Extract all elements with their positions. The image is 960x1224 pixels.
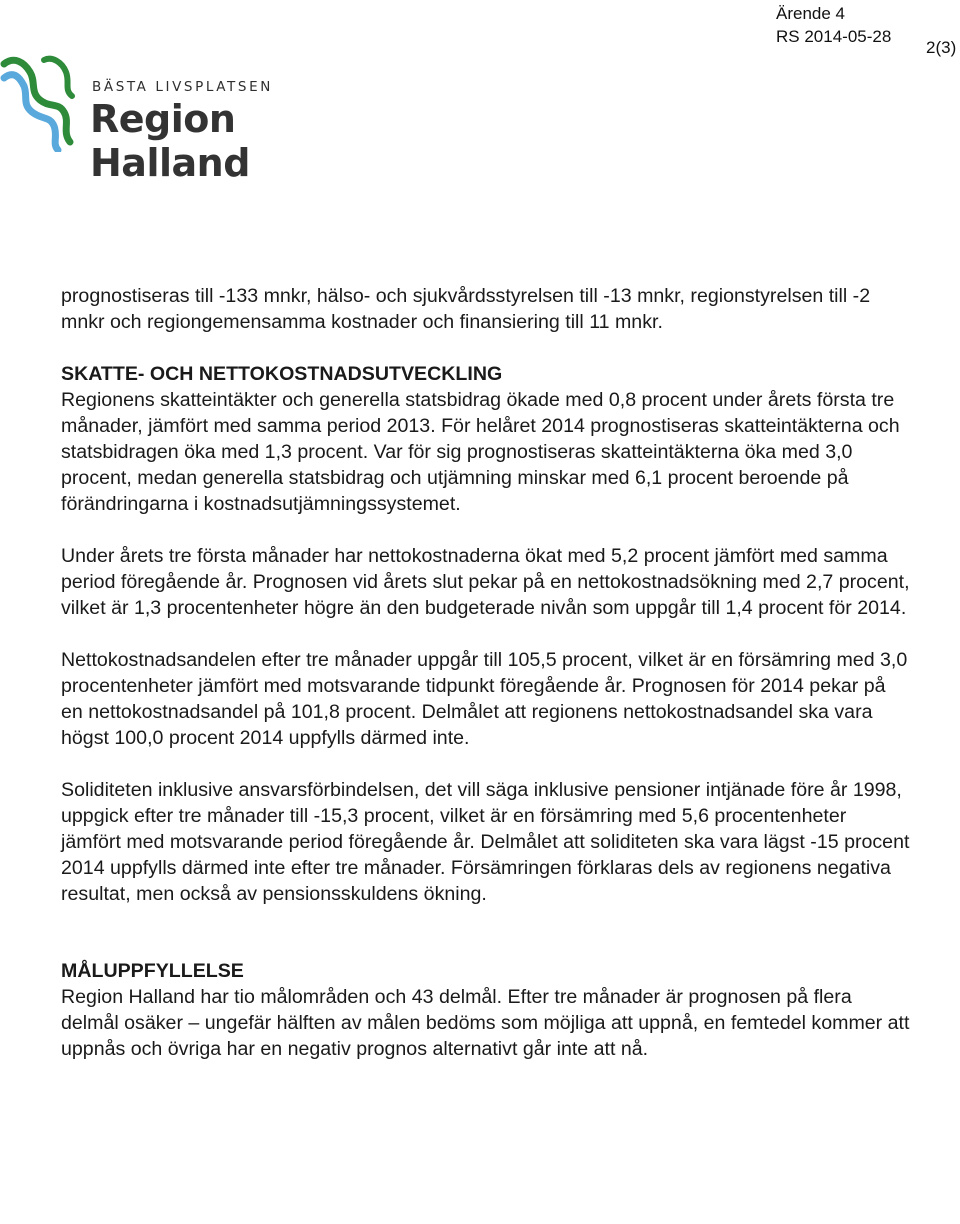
paragraph: Under årets tre första månader har nettokostnaderna ökat med 5,2 procent jämfört med samma period föregående år. Prognosen vid årets slut pekar på en nettokostnadsökning med 2,7 procent, vilket är 1,3 procentenheter högre än den budgeterade nivån som uppgår till 1,4 procent för 2014. (61, 545, 910, 619)
document-header (776, 2, 891, 48)
paragraph: Soliditeten inklusive ansvarsförbindelsen, det vill säga inklusive pensioner intjänade före år 1998, uppgick efter tre månader till -15,3 procent, vilket är en försämring med 5,6 procentenheter jämfört med motsvarande period föregående år. Delmålet att soliditeten ska vara lägst -15 procent 2014 uppfylls därmed inte efter tre månader. Försämringen förklaras dels av regionens negativa resultat, men också av pensionsskuldens ökning. (61, 779, 910, 905)
region-halland-logo (0, 52, 370, 185)
case-label: Ärende 4 (776, 4, 845, 23)
river-emblem-icon (0, 52, 90, 152)
paragraph: prognostiseras till -133 mnkr, hälso- och sjukvårdsstyrelsen till -13 mnkr, regionstyrelsen till -2 mnkr och regiongemensamma kostnader och finansiering till 11 mnkr. (61, 285, 871, 333)
section-heading: MÅLUPPFYLLELSE (61, 960, 244, 982)
logo-name: Region Halland (90, 97, 250, 185)
paragraph: Nettokostnadsandelen efter tre månader uppgår till 105,5 procent, vilket är en försämring med 3,0 procentenheter jämfört med motsvarande tidpunkt föregående år. Prognosen för 2014 pekar på en nettokostnadsandel på 101,8 procent. Delmålet att regionens nettokostnadsandel ska vara högst 100,0 procent 2014 uppfylls därmed inte. (61, 649, 908, 749)
paragraph: Regionens skatteintäkter och generella statsbidrag ökade med 0,8 procent under årets första tre månader, jämfört med samma period 2013. För helåret 2014 prognostiseras skatteintäkterna och statsbidragen öka med 1,3 procent. Var för sig prognostiseras skatteintäkterna öka med 3,0 procent, medan generella statsbidrag och utjämning minskar med 6,1 procent beroende på förändringarna i kostnadsutjämningssystemet. (61, 389, 900, 515)
reference-date: RS 2014-05-28 (776, 27, 892, 46)
page-number: 2(3) (926, 38, 957, 57)
paragraph: Region Halland har tio målområden och 43 delmål. Efter tre månader är prognosen på flera delmål osäker – ungefär hälften av målen bedöms som möjliga att uppnå, en femtedel kommer att uppnås och övriga har en negativ prognos alternativt går inte att nå. (61, 986, 910, 1060)
section-heading: SKATTE- OCH NETTOKOSTNADSUTVECKLING (61, 363, 503, 385)
logo-tagline: BÄSTA LIVSPLATSEN (92, 79, 273, 95)
document-body (61, 283, 911, 1062)
